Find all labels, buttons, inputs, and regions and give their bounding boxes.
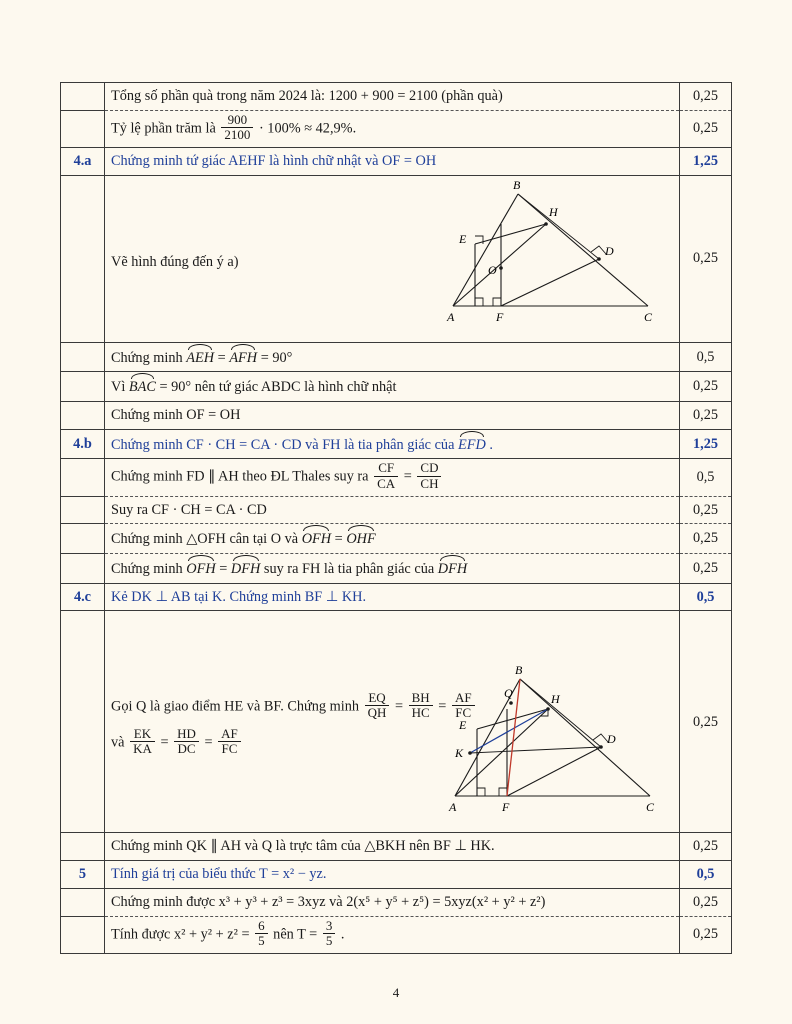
- fraction: [255, 919, 268, 949]
- table-row: [61, 110, 732, 147]
- svg-text:Q: Q: [504, 686, 513, 701]
- fraction-denominator: 5: [258, 933, 265, 949]
- svg-text:D: D: [607, 732, 616, 747]
- row-score: 0,5: [680, 342, 732, 372]
- svg-text:H: H: [549, 204, 558, 219]
- fraction: [365, 691, 390, 721]
- angle-notation: AFH: [229, 346, 257, 369]
- fraction-numerator: AF: [218, 727, 241, 743]
- fraction: [218, 727, 241, 757]
- fraction-denominator: CA: [377, 475, 396, 491]
- equals-sign: =: [394, 698, 404, 715]
- fraction-numerator: CD: [417, 461, 441, 477]
- row-score: 0,5: [680, 861, 732, 889]
- row-content: [105, 496, 680, 524]
- geometry-figure-1: [413, 176, 673, 338]
- equals-sign: =: [403, 468, 412, 485]
- row-score: 0,25: [680, 916, 732, 953]
- row-score: 0,25: [680, 372, 732, 402]
- row-text-post: .: [340, 925, 345, 942]
- row-content: [105, 861, 680, 889]
- fraction-numerator: EK: [130, 727, 155, 743]
- row-content: [105, 429, 680, 459]
- fraction: [221, 113, 253, 143]
- answer-key-page: [60, 82, 732, 954]
- row-content: [105, 553, 680, 583]
- row-score: 0,25: [680, 833, 732, 861]
- row-text: Chứng minh OF = OH: [111, 406, 241, 423]
- table-row: [61, 372, 732, 402]
- row-score: 0,5: [680, 459, 732, 496]
- row-text: Chứng minh QK ∥ AH và Q là trực tâm của △BKH nên BF ⊥ HK.: [111, 838, 495, 855]
- row-id: 4.c: [61, 583, 105, 611]
- row-text: Suy ra CF · CH = CA · CD: [111, 501, 267, 518]
- row-content: [105, 372, 680, 402]
- row-score: 0,25: [680, 401, 732, 429]
- svg-text:F: F: [502, 800, 510, 815]
- fraction-numerator: HD: [174, 727, 199, 743]
- row-text-post: · 100% ≈ 42,9%.: [258, 120, 357, 137]
- table-row: [61, 496, 732, 524]
- svg-text:B: B: [515, 663, 523, 678]
- row-content: [105, 583, 680, 611]
- row-content-figure: [105, 175, 680, 342]
- page-number: 4: [392, 985, 400, 1000]
- geometry-figure-2: [415, 661, 675, 828]
- row-id: [61, 496, 105, 524]
- fraction-numerator: 6: [255, 919, 268, 935]
- fraction-denominator: QH: [367, 705, 387, 721]
- row-text-pre: Chứng minh CF · CH = CA · CD và FH là tia phân giác của: [111, 436, 455, 453]
- table-row: [61, 83, 732, 111]
- fraction-numerator: BH: [409, 691, 433, 707]
- row-id: [61, 372, 105, 402]
- grading-table: [60, 82, 732, 954]
- row-score: 0,25: [680, 83, 732, 111]
- row-id: [61, 83, 105, 111]
- row-score: 1,25: [680, 429, 732, 459]
- svg-text:H: H: [551, 692, 560, 707]
- equals-sign: =: [217, 349, 226, 366]
- table-row: [61, 916, 732, 953]
- equals-sign: =: [334, 531, 343, 548]
- table-row: [61, 888, 732, 916]
- row-id: [61, 888, 105, 916]
- row-text-post: = 90°: [260, 349, 293, 366]
- angle-notation: EFD: [458, 433, 486, 456]
- fraction-denominator: KA: [133, 741, 152, 757]
- row-score: 0,25: [680, 110, 732, 147]
- row-content: [105, 524, 680, 554]
- row-text-pre: Chứng minh: [111, 560, 183, 577]
- equals-sign: =: [160, 734, 169, 751]
- svg-text:C: C: [646, 800, 655, 815]
- row-id: [61, 459, 105, 496]
- row-text-pre: Tỷ lệ phần trăm là: [111, 120, 216, 137]
- row-score: 0,25: [680, 175, 732, 342]
- row-content-figure: [105, 611, 680, 833]
- row-text-mid: suy ra FH là tia phân giác của: [263, 560, 435, 577]
- svg-text:K: K: [455, 746, 464, 761]
- svg-text:A: A: [447, 309, 455, 324]
- row-content: [105, 83, 680, 111]
- row-text: Tính giá trị của biểu thức T = x² − yz.: [111, 866, 327, 883]
- row-id: [61, 833, 105, 861]
- fraction-numerator: AF: [452, 691, 475, 707]
- row-score: 1,25: [680, 147, 732, 175]
- svg-text:F: F: [496, 309, 504, 324]
- row-id: 4.b: [61, 429, 105, 459]
- row-content: [105, 833, 680, 861]
- table-row-section: [61, 583, 732, 611]
- angle-notation: BAC: [129, 375, 156, 398]
- svg-text:O: O: [488, 262, 497, 277]
- row-id: [61, 401, 105, 429]
- row-score: 0,5: [680, 583, 732, 611]
- row-content: [105, 342, 680, 372]
- svg-text:B: B: [513, 177, 521, 192]
- fraction-denominator: FC: [455, 705, 472, 721]
- row-id: [61, 110, 105, 147]
- row-id: [61, 611, 105, 833]
- row-score: 0,25: [680, 611, 732, 833]
- angle-notation: DFH: [231, 557, 260, 580]
- row-id: [61, 553, 105, 583]
- row-content: [105, 110, 680, 147]
- angle-notation: DFH: [438, 557, 467, 580]
- row-id: [61, 342, 105, 372]
- svg-text:A: A: [449, 800, 457, 815]
- fraction: [174, 727, 199, 757]
- row-content: [105, 401, 680, 429]
- table-row: [61, 833, 732, 861]
- table-row: [61, 342, 732, 372]
- table-row-figure: [61, 611, 732, 833]
- row-score: 0,25: [680, 553, 732, 583]
- fraction-numerator: CF: [374, 461, 398, 477]
- fraction: [323, 919, 336, 949]
- fraction-numerator: 3: [323, 919, 336, 935]
- svg-text:E: E: [459, 231, 467, 246]
- row-text-pre: Chứng minh: [111, 349, 183, 366]
- figure-caption: Vẽ hình đúng đến ý a): [111, 254, 239, 271]
- row-id: 5: [61, 861, 105, 889]
- fraction-denominator: DC: [177, 741, 196, 757]
- equals-sign: =: [204, 734, 213, 751]
- row-content: [105, 916, 680, 953]
- row-score: 0,25: [680, 888, 732, 916]
- table-row-section: [61, 147, 732, 175]
- fraction-denominator: CH: [420, 475, 439, 491]
- geometry-figure-2-svg: [415, 661, 675, 821]
- svg-text:C: C: [644, 309, 653, 324]
- table-row: [61, 524, 732, 554]
- row-text-pre: Chứng minh FD ∥ AH theo ĐL Thales suy ra: [111, 468, 369, 485]
- row-text-pre: Gọi Q là giao điểm HE và BF. Chứng minh: [111, 698, 360, 715]
- fraction: [130, 727, 155, 757]
- fraction: [374, 461, 398, 491]
- angle-notation: AEH: [186, 346, 214, 369]
- table-row-section: [61, 861, 732, 889]
- row-content: [105, 459, 680, 496]
- row-text: Kẻ DK ⊥ AB tại K. Chứng minh BF ⊥ KH.: [111, 588, 367, 605]
- svg-text:E: E: [459, 718, 467, 733]
- row-score: 0,25: [680, 524, 732, 554]
- row-text-mid: nên T =: [273, 925, 318, 942]
- equals-sign: =: [219, 560, 228, 577]
- angle-notation: OFH: [302, 527, 331, 550]
- equals-sign: =: [438, 698, 447, 715]
- row-id: [61, 524, 105, 554]
- table-row: [61, 459, 732, 496]
- table-row: [61, 401, 732, 429]
- row-text-pre: Tính được x² + y² + z² =: [111, 925, 250, 942]
- fraction-denominator: HC: [411, 705, 430, 721]
- row-text: Chứng minh được x³ + y³ + z³ = 3xyz và 2(x⁵ + y⁵ + z⁵) = 5xyz(x² + y² + z²): [111, 893, 546, 910]
- fraction-denominator: FC: [221, 741, 238, 757]
- angle-notation: OHF: [346, 527, 375, 550]
- fraction-denominator: 2100: [224, 127, 251, 143]
- table-row-section: [61, 429, 732, 459]
- table-row: [61, 553, 732, 583]
- fraction: [417, 461, 441, 491]
- fraction-denominator: 5: [325, 933, 333, 949]
- row-text-pre: Vì: [111, 379, 126, 396]
- row-text-post: = 90° nên tứ giác ABDC là hình chữ nhật: [159, 379, 397, 396]
- row-id: [61, 916, 105, 953]
- geometry-figure-1-svg: [413, 176, 673, 331]
- row-text-pre: Chứng minh △OFH cân tại O và: [111, 531, 299, 548]
- svg-text:D: D: [605, 243, 614, 258]
- row-id: [61, 175, 105, 342]
- row-text-pre2: và: [111, 734, 125, 751]
- row-text: Chứng minh tứ giác AEHF là hình chữ nhật và OF = OH: [111, 152, 437, 169]
- row-score: 0,25: [680, 496, 732, 524]
- table-row-figure: [61, 175, 732, 342]
- row-text-post: .: [489, 436, 493, 453]
- fraction-numerator: EQ: [365, 691, 390, 707]
- angle-notation: OFH: [186, 557, 215, 580]
- row-id: 4.a: [61, 147, 105, 175]
- row-text: Tổng số phần quà trong năm 2024 là: 1200 + 900 = 2100 (phần quà): [111, 88, 503, 104]
- fraction-numerator: 900: [221, 113, 253, 129]
- row-content: [105, 147, 680, 175]
- row-content: [105, 888, 680, 916]
